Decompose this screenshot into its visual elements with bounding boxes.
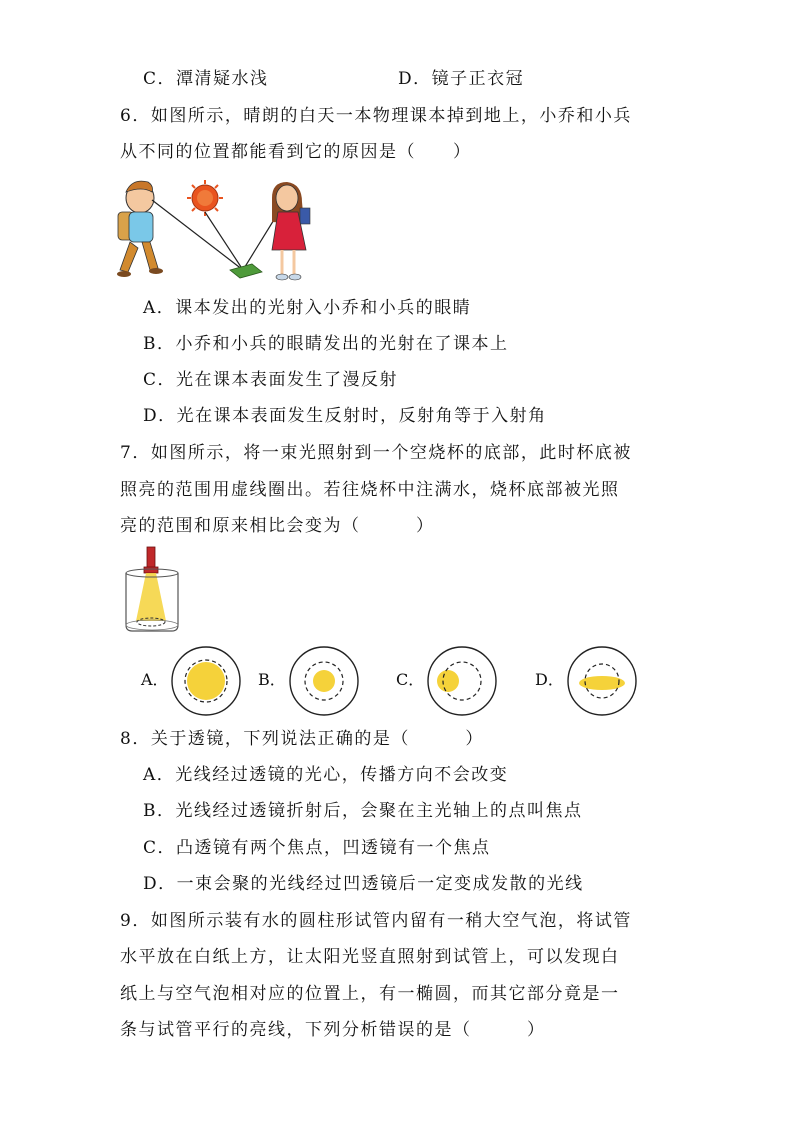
- light-beam: [136, 573, 166, 621]
- q7-choice-c-figure: [426, 645, 498, 717]
- q7-choice-d-label: D．: [535, 670, 564, 689]
- q6-option-b: B．小乔和小兵的眼睛发出的光射在了课本上: [143, 334, 509, 354]
- q6-stem-line2: 从不同的位置都能看到它的原因是（ ）: [120, 142, 472, 162]
- q5-option-c: C．潭清疑水浅: [143, 69, 269, 89]
- q7-choice-d-figure: [566, 645, 638, 717]
- q7-stem-line2: 照亮的范围用虚线圈出。若往烧杯中注满水，烧杯底部被光照: [120, 480, 620, 500]
- q7-choice-a-label: A．: [141, 670, 169, 689]
- girl-figure: [272, 182, 310, 280]
- q7-stem-line1: 7．如图所示，将一束光照射到一个空烧杯的底部，此时杯底被: [120, 443, 632, 463]
- q6-stem-line1: 6．如图所示，晴朗的白天一本物理课本掉到地上，小乔和小兵: [120, 106, 632, 126]
- beaker-figure: [118, 545, 186, 635]
- q7-choice-c-label: C．: [396, 670, 425, 689]
- q8-option-c: C．凸透镜有两个焦点，凹透镜有一个焦点: [143, 838, 491, 858]
- q7-choice-a-figure: [170, 645, 242, 717]
- q6-option-a: A．课本发出的光射入小乔和小兵的眼睛: [143, 298, 472, 318]
- q5-option-d: D．镜子正衣冠: [398, 69, 525, 89]
- boy-figure: [117, 181, 163, 277]
- light-rays: [152, 200, 280, 270]
- q7-stem-line3: 亮的范围和原来相比会变为（ ）: [120, 516, 435, 536]
- q8-stem: 8．关于透镜，下列说法正确的是（ ）: [120, 729, 484, 749]
- sun-icon: [187, 180, 223, 216]
- q9-stem-line3: 纸上与空气泡相对应的位置上，有一椭圆，而其它部分竟是一: [120, 984, 620, 1004]
- q6-figure: [112, 178, 322, 286]
- q8-option-a: A．光线经过透镜的光心，传播方向不会改变: [143, 765, 509, 785]
- q8-option-d: D．一束会聚的光线经过凹透镜后一定变成发散的光线: [143, 874, 584, 894]
- q7-choice-b-label: B．: [258, 670, 286, 689]
- q6-option-c: C．光在课本表面发生了漫反射: [143, 370, 399, 390]
- q6-option-d: D．光在课本表面发生反射时，反射角等于入射角: [143, 406, 547, 426]
- q9-stem-line1: 9．如图所示装有水的圆柱形试管内留有一稍大空气泡，将试管: [120, 911, 632, 931]
- book-icon: [230, 264, 262, 278]
- flashlight-icon: [147, 547, 155, 569]
- q7-choice-b-figure: [288, 645, 360, 717]
- q8-option-b: B．光线经过透镜折射后，会聚在主光轴上的点叫焦点: [143, 801, 583, 821]
- q9-stem-line2: 水平放在白纸上方，让太阳光竖直照射到试管上，可以发现白: [120, 947, 620, 967]
- q9-stem-line4: 条与试管平行的亮线，下列分析错误的是（ ）: [120, 1020, 546, 1040]
